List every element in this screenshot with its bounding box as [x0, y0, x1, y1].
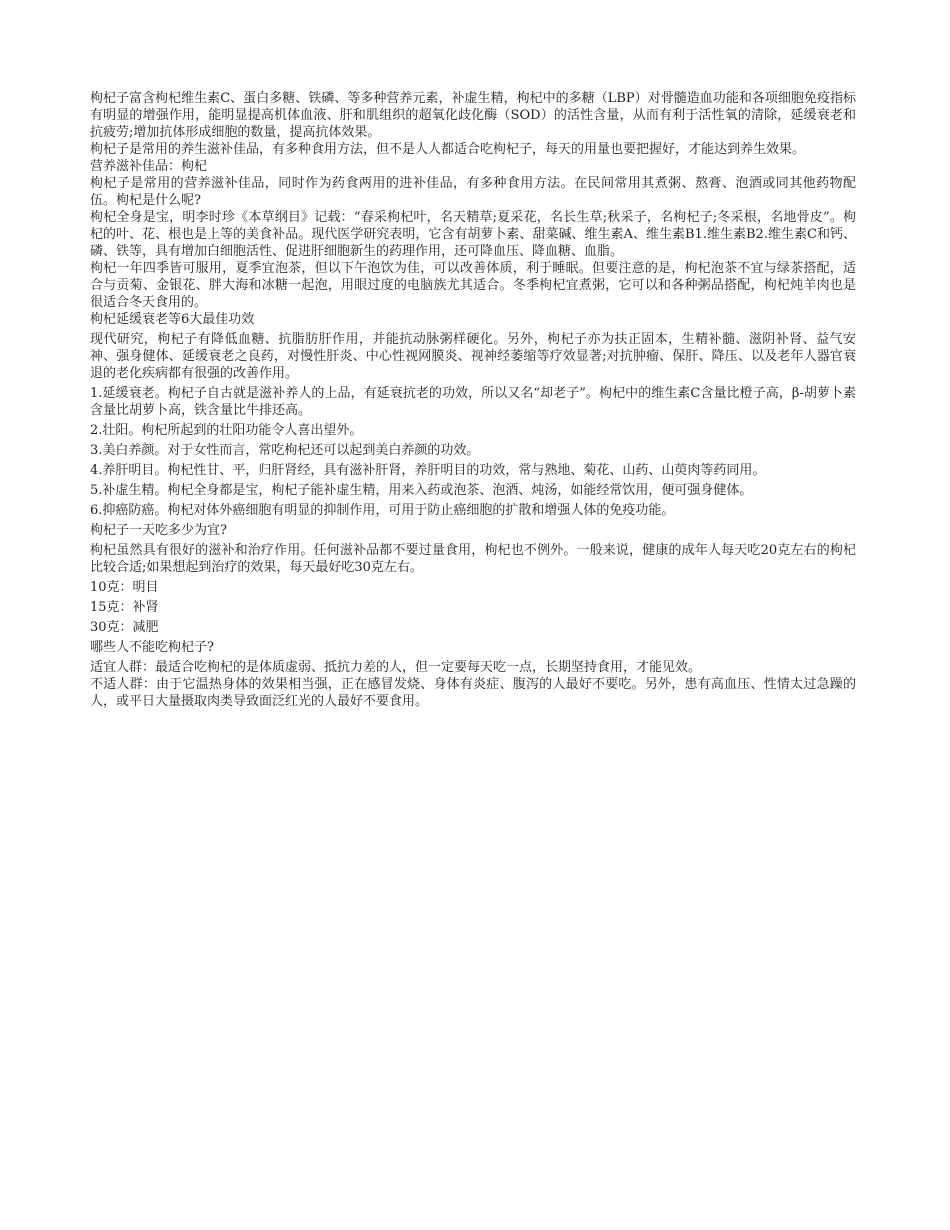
- nutrition-paragraph: 枸杞子是常用的营养滋补佳品，同时作为药食两用的进补佳品，有多种食用方法。在民间常用其煮粥、熬膏、泡酒或同其他药物配伍。枸杞是什么呢?: [90, 176, 856, 208]
- benefit-item-1: 1.延缓衰老。枸杞子自古就是滋补养人的上品，有延衰抗老的功效，所以又名“却老子”。枸杞中的维生素C含量比橙子高，β-胡萝卜素含量比胡萝卜高，铁含量比牛排还高。: [90, 386, 856, 418]
- section-heading-dosage: 枸杞子一天吃多少为宜?: [90, 523, 227, 538]
- dosage-item-30g: 30克：减肥: [90, 620, 159, 635]
- dosage-item-15g: 15克：补肾: [90, 600, 159, 615]
- dosage-paragraph: 枸杞虽然具有很好的滋补和治疗作用。任何滋补品都不要过量食用，枸杞也不例外。一般来说，健康的成年人每天吃20克左右的枸杞比较合适;如果想起到治疗的效果，每天最好吃30克左右。: [90, 543, 856, 575]
- section-heading-nutrition: 营养滋补佳品：枸杞: [90, 159, 208, 174]
- benefit-item-3: 3.美白养颜。对于女性而言，常吃枸杞还可以起到美白养颜的功效。: [90, 443, 480, 458]
- intro-paragraph: 枸杞子富含枸杞维生素C、蛋白多糖、铁磷、等多种营养元素，补虚生精，枸杞中的多糖（LBP）对骨髓造血功能和各项细胞免疫指标有明显的增强作用，能明显提高机体血液、肝和肌组织的超氧化歧化酶（SOD）的活性含量，从而有利于活性氧的清除，延缓衰老和抗疲劳;增加抗体形成细胞的数量，提高抗体效果。: [90, 91, 856, 140]
- benefit-item-6: 6.抑癌防癌。枸杞对体外癌细胞有明显的抑制作用，可用于防止癌细胞的扩散和增强人体的免疫功能。: [90, 503, 675, 518]
- dosage-item-10g: 10克：明目: [90, 580, 159, 595]
- whole-plant-paragraph: 枸杞全身是宝，明李时珍《本草纲目》记载：“春采枸杞叶，名天精草;夏采花，名长生草;秋采子，名枸杞子;冬采根，名地骨皮”。枸杞的叶、花、根也是上等的美食补品。现代医学研究表明，它含有胡萝卜素、甜菜碱、维生素A、维生素B1.维生素B2.维生素C和钙、磷、铁等，具有增加白细胞活性、促进肝细胞新生的药理作用，还可降血压、降血糖、血脂。: [90, 210, 856, 259]
- benefit-item-5: 5.补虚生精。枸杞全身都是宝，枸杞子能补虚生精，用来入药或泡茶、泡酒、炖汤，如能经常饮用，便可强身健体。: [90, 483, 753, 498]
- research-paragraph: 现代研究，枸杞子有降低血糖、抗脂肪肝作用，并能抗动脉粥样硬化。另外，枸杞子亦为扶正固本，生精补髓、滋阴补肾、益气安神、强身健体、延缓衰老之良药，对慢性肝炎、中心性视网膜炎、视神经萎缩等疗效显著;对抗肿瘤、保肝、降压、以及老年人器官衰退的老化疾病都有很强的改善作用。: [90, 332, 856, 381]
- section-heading-who-should-not: 哪些人不能吃枸杞子?: [90, 640, 214, 655]
- unsuitable-people-paragraph: 不适人群：由于它温热身体的效果相当强，正在感冒发烧、身体有炎症、腹泻的人最好不要吃。另外，患有高血压、性情太过急躁的人，或平日大量摄取肉类导致面泛红光的人最好不要食用。: [90, 677, 856, 709]
- benefit-item-2: 2.壮阳。枸杞所起到的壮阳功能令人喜出望外。: [90, 423, 363, 438]
- usage-paragraph: 枸杞子是常用的养生滋补佳品，有多种食用方法，但不是人人都适合吃枸杞子，每天的用量也要把握好，才能达到养生效果。: [90, 142, 806, 157]
- section-heading-benefits: 枸杞延缓衰老等6大最佳功效: [90, 312, 255, 327]
- seasonal-paragraph: 枸杞一年四季皆可服用，夏季宜泡茶，但以下午泡饮为佳，可以改善体质，利于睡眠。但要注意的是，枸杞泡茶不宜与绿茶搭配，适合与贡菊、金银花、胖大海和冰糖一起泡，用眼过度的电脑族尤其适合。冬季枸杞宜煮粥，它可以和各种粥品搭配，枸杞炖羊肉也是很适合冬天食用的。: [90, 261, 856, 310]
- benefit-item-4: 4.养肝明目。枸杞性甘、平，归肝肾经，具有滋补肝肾，养肝明目的功效，常与熟地、菊花、山药、山萸肉等药同用。: [90, 463, 766, 478]
- suitable-people-paragraph: 适宜人群：最适合吃枸杞的是体质虚弱、抵抗力差的人，但一定要每天吃一点，长期坚持食用，才能见效。: [90, 660, 702, 675]
